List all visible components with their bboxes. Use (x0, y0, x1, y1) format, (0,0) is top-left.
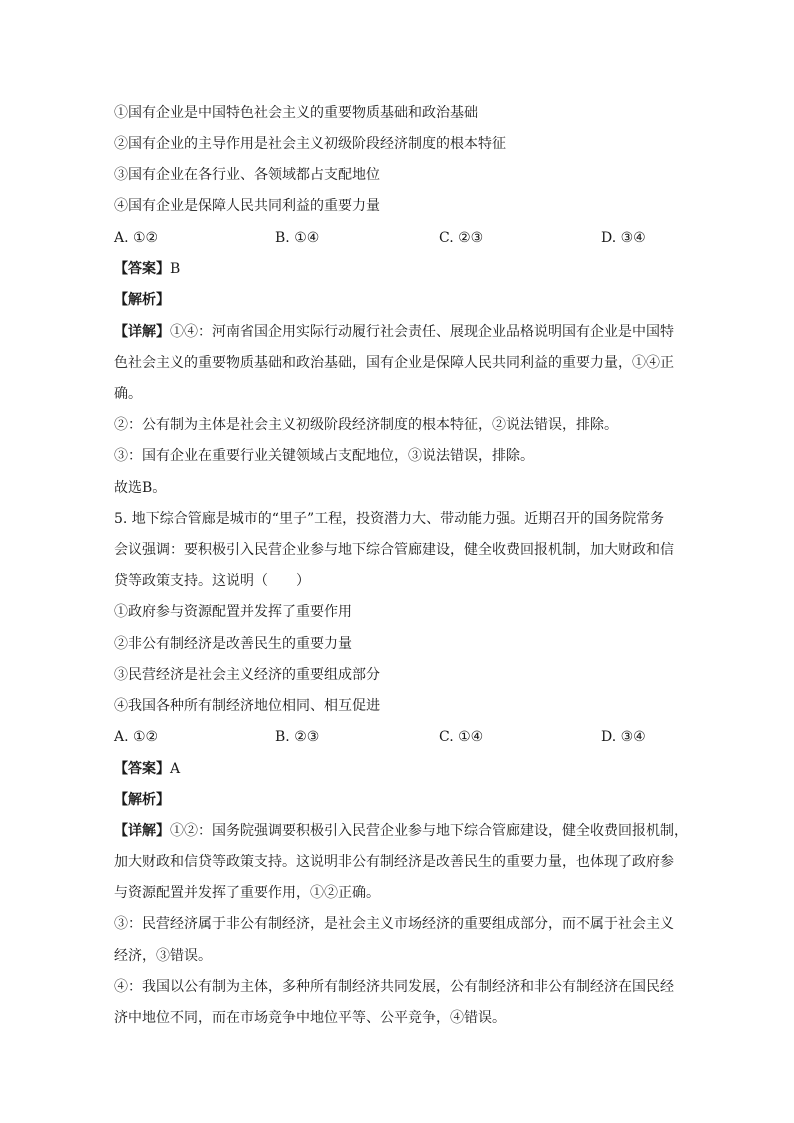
q5-item-1: ①政府参与资源配置并发挥了重要作用 (114, 604, 352, 620)
q4-detail-tag: 【详解】 (114, 324, 170, 340)
q4-answer (114, 259, 180, 279)
q4-option-c: C. ②③ (439, 230, 484, 246)
q5-option-b: B. ②③ (275, 729, 320, 745)
q5-stem-line-3: 贷等政策支持。这说明（ ） (114, 573, 310, 589)
q5-item-3: ③民营经济是社会主义经济的重要组成部分 (114, 667, 380, 683)
q5-stem-line-1: 5. 地下综合管廊是城市的“里子”工程，投资潜力大、带动能力强。近期召开的国务院常务 (114, 511, 665, 527)
q4-detail-line-2: 色社会主义的重要物质基础和政治基础，国有企业是保障人民共同利益的重要力量，①④正 (114, 355, 674, 371)
q5-answer-tag: 【答案】 (114, 761, 170, 777)
q5-note-3-line-1: ③：民营经济属于非公有制经济，是社会主义市场经济的重要组成部分，而不属于社会主义 (114, 916, 674, 932)
q5-detail-line-1: 【详解】①②：国务院强调要积极引入民营企业参与地下综合管廊建设，健全收费回报机制， (114, 823, 688, 839)
q5-detail-tag: 【详解】 (114, 823, 170, 839)
q4-option-d: D. ③④ (601, 230, 646, 246)
q5-answer-value: A (170, 761, 181, 777)
q5-option-d: D. ③④ (601, 729, 646, 745)
q4-note-3: ③：国有企业在重要行业关键领域占支配地位，③说法错误，排除。 (114, 448, 534, 464)
q4-analysis-tag: 【解析】 (114, 292, 170, 308)
q5-option-c: C. ①④ (439, 729, 484, 745)
q4-option-a: A. ①② (114, 230, 159, 246)
q5-note-4-line-1: ④：我国以公有制为主体，多种所有制经济共同发展，公有制经济和非公有制经济在国民经 (114, 979, 674, 995)
q5-detail-line-3: 与资源配置并发挥了重要作用，①②正确。 (114, 885, 380, 901)
q4-item-4: ④国有企业是保障人民共同利益的重要力量 (114, 198, 380, 214)
q5-note-3-line-2: 经济，③错误。 (114, 948, 212, 964)
q5-answer (114, 759, 180, 779)
q4-note-2: ②：公有制为主体是社会主义初级阶段经济制度的根本特征，②说法错误，排除。 (114, 417, 618, 433)
q4-detail-line-3: 确。 (114, 386, 142, 402)
q4-item-3: ③国有企业在各行业、各领域都占支配地位 (114, 167, 380, 183)
q5-option-a: A. ①② (114, 729, 159, 745)
q5-item-4: ④我国各种所有制经济地位相同、相互促进 (114, 698, 380, 714)
q4-item-2: ②国有企业的主导作用是社会主义初级阶段经济制度的根本特征 (114, 136, 506, 152)
q5-stem-line-2: 会议强调：要积极引入民营企业参与地下综合管廊建设，健全收费回报机制，加大财政和信 (114, 542, 674, 558)
q5-item-2: ②非公有制经济是改善民生的重要力量 (114, 636, 352, 652)
q4-option-b: B. ①④ (275, 230, 320, 246)
q4-conclusion: 故选B。 (114, 480, 167, 496)
q5-detail-line-2: 加大财政和信贷等政策支持。这说明非公有制经济是改善民生的重要力量，也体现了政府参 (114, 854, 674, 870)
q4-detail-line-1: 【详解】①④：河南省国企用实际行动履行社会责任、展现企业品格说明国有企业是中国特 (114, 324, 674, 340)
q4-item-1: ①国有企业是中国特色社会主义的重要物质基础和政治基础 (114, 105, 478, 121)
q5-analysis-tag: 【解析】 (114, 792, 170, 808)
q5-note-4-line-2: 济中地位不同，而在市场竞争中地位平等、公平竞争，④错误。 (114, 1010, 506, 1026)
q4-answer-value: B (170, 261, 181, 277)
q4-answer-tag: 【答案】 (114, 261, 170, 277)
